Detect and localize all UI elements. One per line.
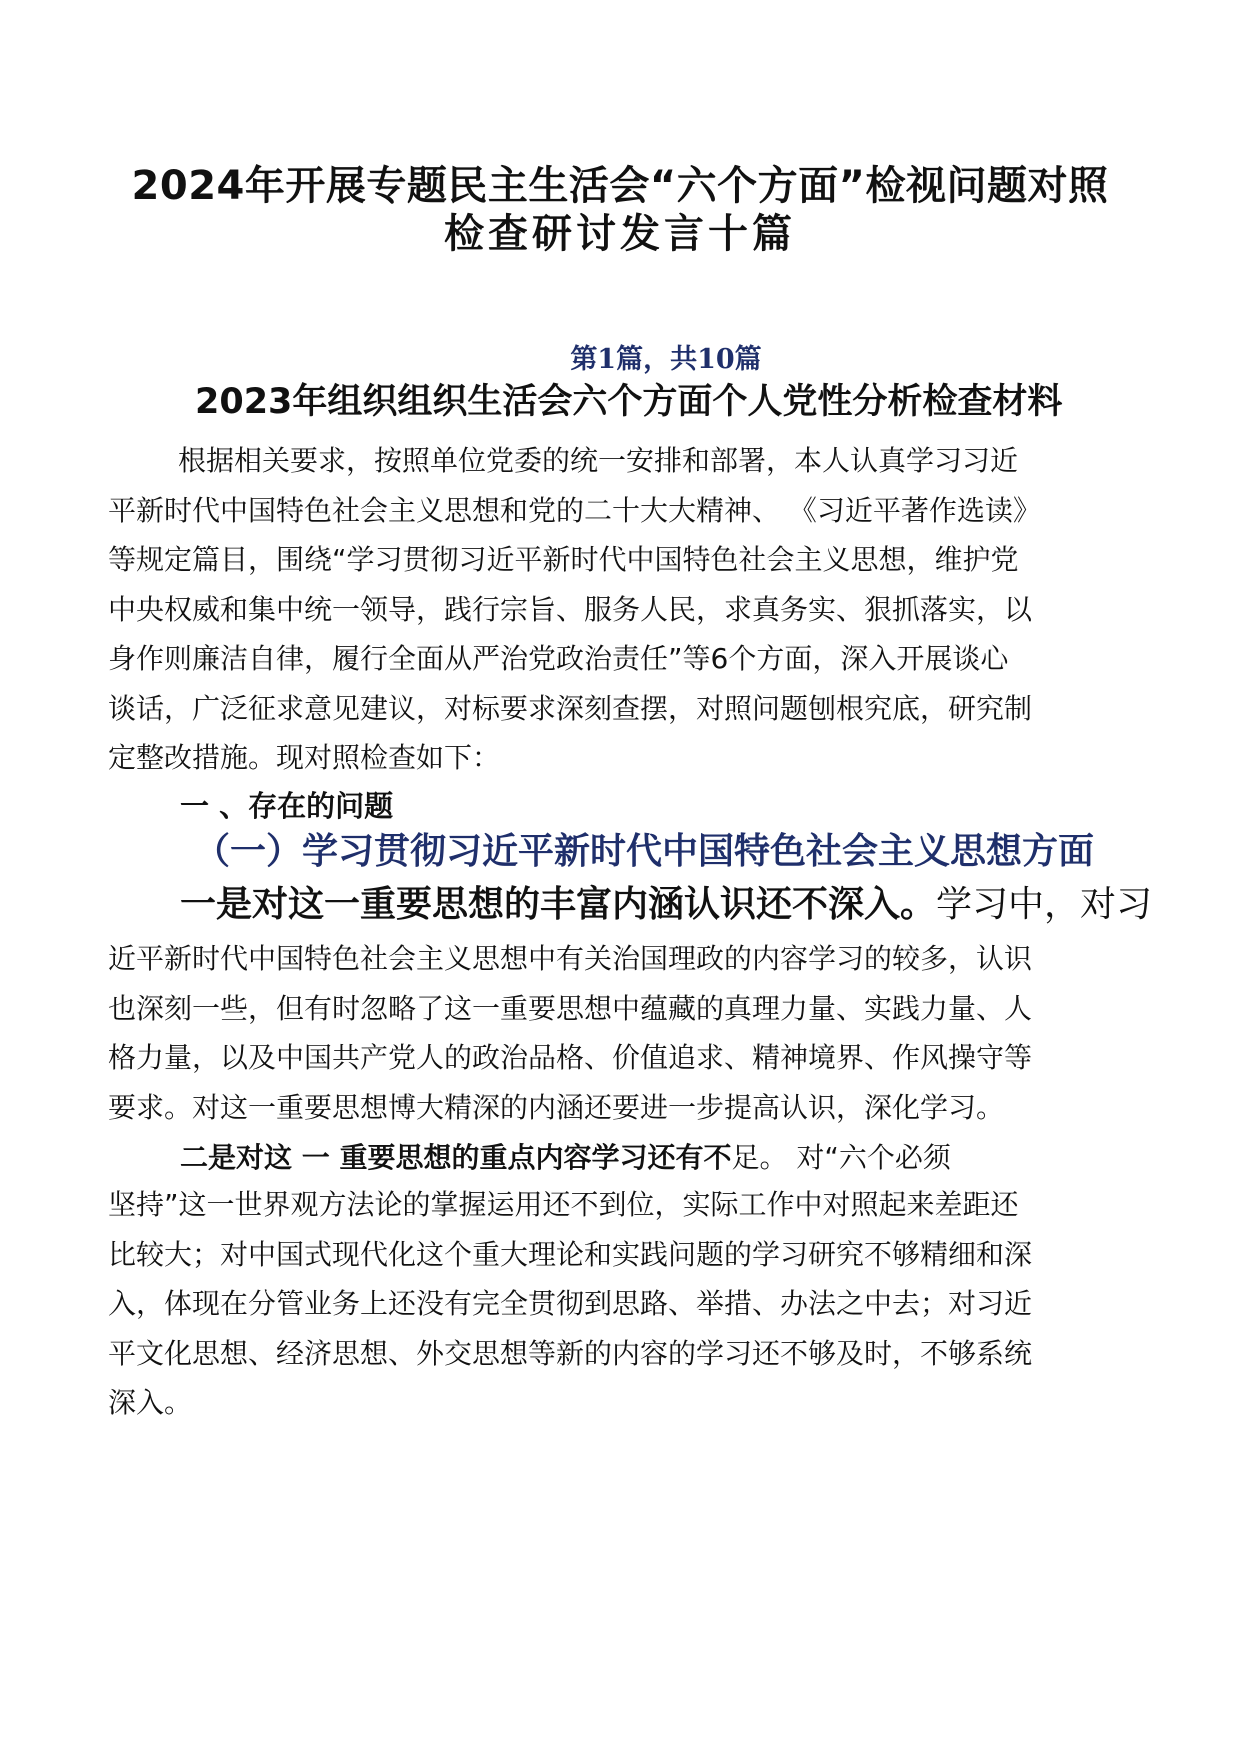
subsection-heading: （一）学习贯彻习近平新时代中国特色社会主义思想方面 [194, 831, 1095, 872]
point-1-line: 要求。对这一重要思想博大精深的内涵还要进一步提高认识，深化学习。 [108, 1090, 1005, 1124]
document-title-line-2: 检查研讨发言十篇 [444, 211, 796, 257]
intro-line: 等规定篇目，围绕“学习贯彻习近平新时代中国特色社会主义思想，维护党 [108, 543, 1019, 576]
point-1-heading [180, 880, 1152, 930]
point-2-paragraph [108, 1180, 1130, 1428]
intro-line: 身作则廉洁自律，履行全面从严治党政治责任”等6个方面，深入开展谈心 [108, 642, 1009, 675]
point-1-bold: 一是对这一重要思想的丰富内涵认识还不深入。 [180, 884, 937, 925]
point-2-heading [180, 1138, 951, 1178]
point-1-line: 近平新时代中国特色社会主义思想中有关治国理政的内容学习的较多，认识 [108, 942, 1033, 975]
point-1-line: 格力量，以及中国共产党人的政治品格、价值追求、精神境界、作风操守等 [108, 1041, 1033, 1074]
document-title-line-1: 2024年开展专题民主生活会“六个方面”检视问题对照 [131, 163, 1109, 209]
point-2-line: 比较大；对中国式现代化这个重大理论和实践问题的学习研究不够精细和深 [108, 1237, 1033, 1271]
intro-line: 根据相关要求，按照单位党委的统一安排和部署，本人认真学习习近 [178, 444, 1019, 477]
point-2-line: 平文化思想、经济思想、外交思想等新的内容的学习还不够及时，不够系统 [108, 1336, 1033, 1370]
intro-line: 定整改措施。现对照检查如下： [108, 741, 501, 774]
section-heading: 一 、存在的问题 [180, 789, 394, 823]
intro-line: 谈话，广泛征求意见建议，对标要求深刻查摆，对照问题刨根究底，研究制 [108, 691, 1033, 725]
point-1-line: 也深刻一些，但有时忽略了这一重要思想中蕴藏的真理力量、实践力量、人 [108, 991, 1033, 1025]
point-2-line: 深入。 [108, 1386, 193, 1419]
point-1-paragraph [108, 934, 1130, 1132]
part-label: 第1篇，共10篇 [570, 344, 762, 375]
point-2-bold: 二是对这 一 重要思想的重点内容学习还有不 [180, 1141, 732, 1174]
intro-line: 中央权威和集中统一领导，践行宗旨、服务人民，求真务实、狠抓落实，以 [108, 592, 1033, 626]
point-1-lead: 学习中，对习 [936, 884, 1153, 925]
intro-line: 平新时代中国特色社会主义思想和党的二十大大精神、 《习近平著作选读》 [108, 493, 1041, 527]
point-2-line: 坚持”这一世界观方法论的掌握运用还不到位，实际工作中对照起来差距还 [108, 1188, 1019, 1221]
point-2-lead: 足。 对“六个必须 [731, 1141, 951, 1174]
intro-paragraph [108, 436, 1130, 783]
material-title: 2023年组织组织生活会六个方面个人党性分析检查材料 [195, 382, 1063, 422]
point-2-line: 入，体现在分管业务上还没有完全贯彻到思路、举措、办法之中去；对习近 [108, 1287, 1033, 1320]
